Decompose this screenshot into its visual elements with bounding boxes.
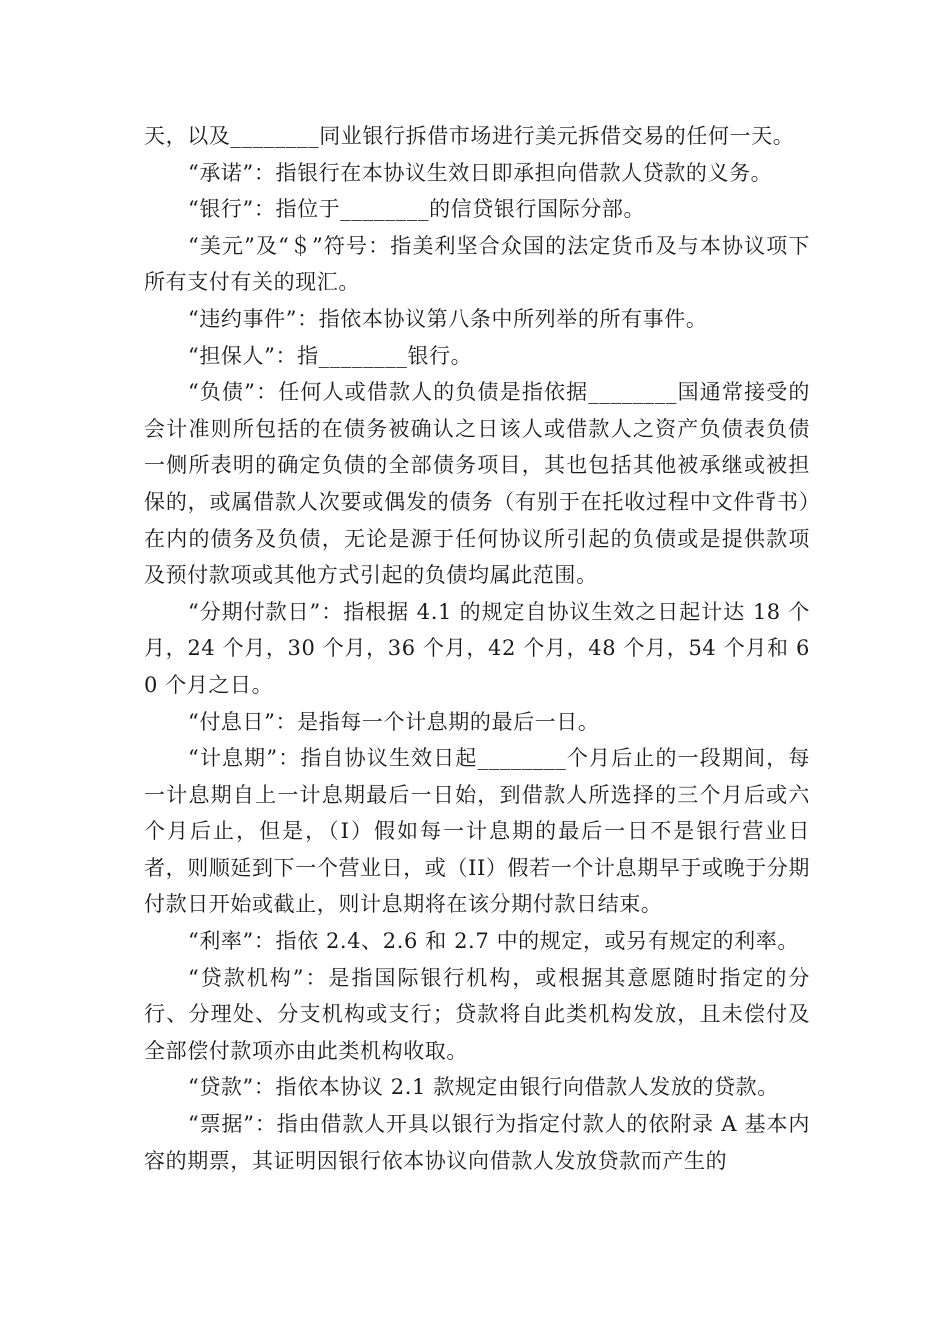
paragraph-10: “计息期”：指自协议生效日起________个月后止的一段期间，每一计息期自上一计息期最后一日始，到借款人所选择的三个月后或六个月后止，但是，（I）假如每一计息期的最后一日不是银行营业日者，则顺延到下一个营业日，或（II）假若一个计息期早于或晚于分期付款日开始或截止，则计息期将在该分期付款日结束。 (144, 746, 810, 917)
paragraph-11: “利率”：指依 2.4、2.6 和 2.7 中的规定，或另有规定的利率。 (188, 929, 799, 954)
paragraph-14: “票据”：指由借款人开具以银行为指定付款人的依附录 A 基本内容的期票，其证明因银行依本协议向借款人发放贷款而产生的 (144, 1112, 810, 1173)
paragraph-5: “违约事件”：指依本协议第八条中所列举的所有事件。 (188, 306, 708, 331)
paragraph-7: “负债”：任何人或借款人的负债是指依据________国通常接受的会计准则所包括的在债务被确认之日该人或借款人之资产负债表负债一侧所表明的确定负债的全部债务项目，其也包括其他被承继或被担保的，或属借款人次要或偶发的债务（有别于在托收过程中文件背书）在内的债务及负债，无论是源于任何协议所引起的负债或是提供款项及预付款项或其他方式引起的负债均属此范围。 (144, 380, 810, 588)
paragraph-1: 天，以及________同业银行拆借市场进行美元拆借交易的任何一天。 (144, 124, 795, 148)
paragraph-9: “付息日”：是指每一个计息期的最后一日。 (188, 709, 600, 734)
paragraph-2: “承诺”：指银行在本协议生效日即承担向借款人贷款的义务。 (188, 160, 773, 185)
paragraph-8: “分期付款日”：指根据 4.1 的规定自协议生效之日起计达 18 个月，24 个月，30 个月，36 个月，42 个月，48 个月，54 个月和 60 个月之日。 (144, 599, 810, 697)
paragraph-4: “美元”及“＄”符号：指美利坚合众国的法定货币及与本协议项下所有支付有关的现汇。 (144, 233, 810, 295)
paragraph-6: “担保人”：指________银行。 (188, 343, 473, 368)
paragraph-13: “贷款”：指依本协议 2.1 款规定由银行向借款人发放的贷款。 (188, 1075, 779, 1100)
document-page (144, 118, 810, 1179)
paragraph-3: “银行”：指位于________的信贷银行国际分部。 (188, 197, 646, 222)
paragraph-12: “贷款机构”：是指国际银行机构，或根据其意愿随时指定的分行、分理处、分支机构或支行；贷款将自此类机构发放，且未偿付及全部偿付款项亦由此类机构收取。 (144, 965, 810, 1063)
